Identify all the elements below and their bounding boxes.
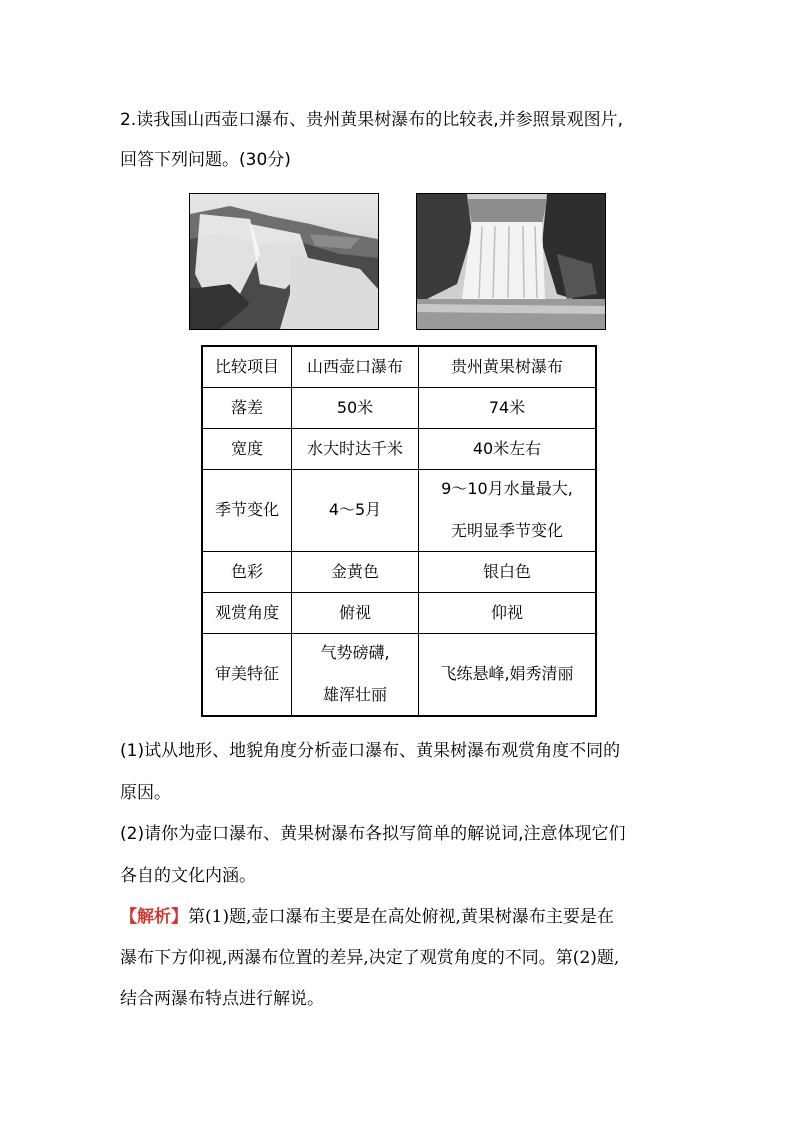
cell-line: 气势磅礴, bbox=[320, 643, 390, 663]
question-line-2: 回答下列问题。(30分) bbox=[120, 150, 291, 170]
table-row bbox=[202, 633, 596, 716]
cell-line: 9～10月水量最大, bbox=[441, 479, 573, 498]
row-hukou: 50米 bbox=[292, 387, 419, 428]
analysis-line-3: 结合两瀑布特点进行解说。 bbox=[120, 989, 324, 1009]
analysis-text-1: 第(1)题,壶口瀑布主要是在高处俯视,黄果树瀑布主要是在 bbox=[188, 907, 614, 927]
row-item: 色彩 bbox=[202, 551, 292, 592]
row-huangguoshu bbox=[419, 469, 597, 551]
hukou-waterfall-photo bbox=[189, 193, 379, 330]
table-row bbox=[202, 428, 596, 469]
table-row bbox=[202, 469, 596, 551]
row-item: 宽度 bbox=[202, 428, 292, 469]
table-row bbox=[202, 387, 596, 428]
table-header-row bbox=[202, 346, 596, 387]
analysis-line-2: 瀑布下方仰视,两瀑布位置的差异,决定了观赏角度的不同。第(2)题, bbox=[120, 948, 620, 968]
row-item: 观赏角度 bbox=[202, 592, 292, 633]
row-huangguoshu: 银白色 bbox=[419, 551, 597, 592]
sub-question-2-line-1: (2)请你为壶口瀑布、黄果树瀑布各拟写简单的解说词,注意体现它们 bbox=[120, 824, 626, 844]
row-hukou: 俯视 bbox=[292, 592, 419, 633]
header-huangguoshu: 贵州黄果树瀑布 bbox=[419, 346, 597, 387]
row-hukou: 水大时达千米 bbox=[292, 428, 419, 469]
table-row bbox=[202, 592, 596, 633]
row-item: 季节变化 bbox=[202, 469, 292, 551]
cell-line: 无明显季节变化 bbox=[450, 521, 563, 540]
question-line-1: 2.读我国山西壶口瀑布、贵州黄果树瀑布的比较表,并参照景观图片, bbox=[120, 110, 624, 130]
row-hukou: 金黄色 bbox=[292, 551, 419, 592]
table-row bbox=[202, 551, 596, 592]
huangguoshu-waterfall-photo bbox=[416, 193, 606, 330]
row-item: 审美特征 bbox=[202, 633, 292, 716]
row-item: 落差 bbox=[202, 387, 292, 428]
row-huangguoshu: 40米左右 bbox=[419, 428, 597, 469]
row-huangguoshu: 飞练悬峰,娟秀清丽 bbox=[419, 633, 597, 716]
cell-line: 雄浑壮丽 bbox=[322, 685, 387, 705]
sub-question-2-line-2: 各自的文化内涵。 bbox=[120, 866, 256, 886]
header-hukou: 山西壶口瀑布 bbox=[292, 346, 419, 387]
sub-question-1-line-2: 原因。 bbox=[120, 783, 171, 803]
row-hukou bbox=[292, 633, 419, 716]
comparison-table bbox=[201, 345, 597, 717]
analysis-line-1 bbox=[120, 905, 614, 929]
header-item: 比较项目 bbox=[202, 346, 292, 387]
sub-question-1-line-1: (1)试从地形、地貌角度分析壶口瀑布、黄果树瀑布观赏角度不同的 bbox=[120, 741, 621, 761]
row-huangguoshu: 74米 bbox=[419, 387, 597, 428]
analysis-tag: 【解析】 bbox=[120, 907, 188, 927]
row-huangguoshu: 仰视 bbox=[419, 592, 597, 633]
row-hukou: 4～5月 bbox=[292, 469, 419, 551]
